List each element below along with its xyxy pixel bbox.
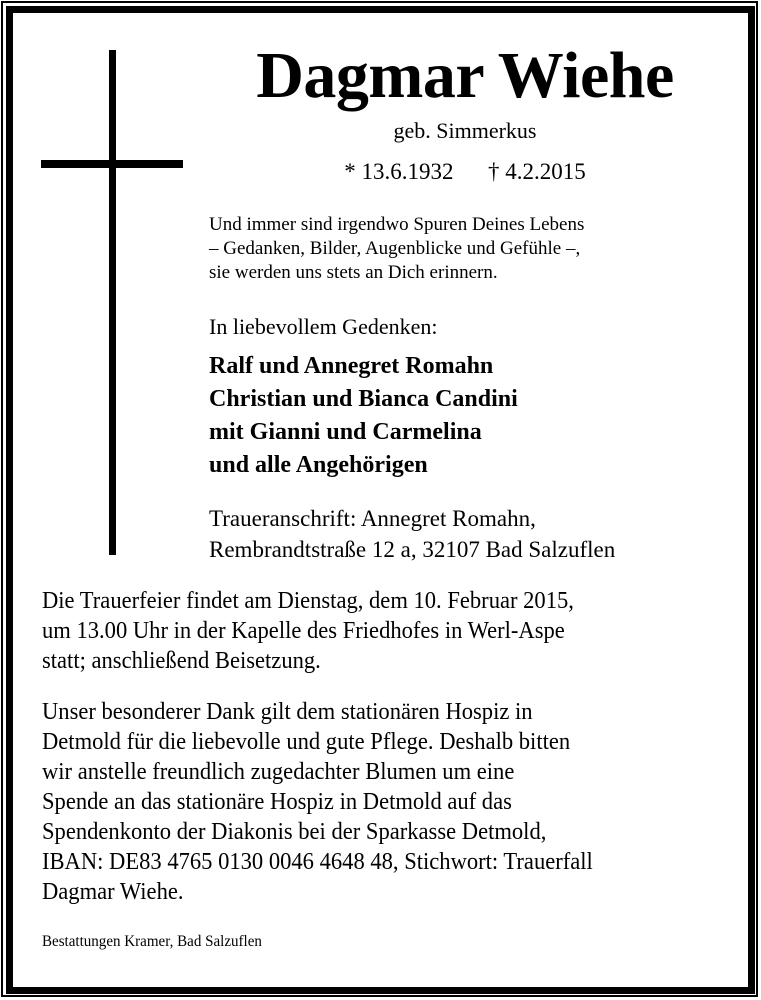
death-date: † 4.2.2015: [488, 159, 586, 184]
life-dates: [200, 157, 730, 187]
memorial-poem: [209, 213, 584, 285]
mourner-line: mit Gianni und Carmelina: [209, 419, 482, 445]
thanks-line: Unser besonderer Dank gilt dem stationären Hospiz in: [42, 699, 533, 725]
deceased-name: Dagmar Wiehe: [256, 39, 674, 112]
thanks-line: Dagmar Wiehe.: [42, 879, 184, 905]
address-line: Traueranschrift: Annegret Romahn,: [209, 506, 536, 531]
poem-line: Und immer sind irgendwo Spuren Deines Lebens: [209, 214, 585, 235]
mourning-address: [209, 503, 615, 565]
mourner-line: Ralf und Annegret Romahn: [209, 353, 494, 379]
mourners-list: [209, 350, 518, 482]
mourner-line: Christian und Bianca Candini: [209, 386, 518, 412]
thanks-line: Spendenkonto der Diakonis bei der Sparkasse Detmold,: [42, 819, 547, 845]
undertaker: Bestattungen Kramer, Bad Salzuflen: [42, 933, 262, 950]
ceremony-line: statt; anschließend Beisetzung.: [42, 648, 321, 674]
birth-date: * 13.6.1932: [344, 159, 454, 184]
thanks-line: IBAN: DE83 4765 0130 0046 4648 48, Stichwort: Trauerfall: [42, 849, 593, 875]
thanks-and-donation: [42, 697, 593, 907]
gedenken-label: In liebevollem Gedenken:: [209, 314, 438, 339]
mourner-line: und alle Angehörigen: [209, 452, 428, 478]
poem-line: sie werden uns stets an Dich erinnern.: [209, 262, 498, 283]
poem-line: – Gedanken, Bilder, Augenblicke und Gefühle –,: [209, 238, 581, 259]
thanks-line: Spende an das stationäre Hospiz in Detmold auf das: [42, 789, 512, 815]
address-line: Rembrandtstraße 12 a, 32107 Bad Salzuflen: [209, 537, 616, 562]
ceremony-line: Die Trauerfeier findet am Dienstag, dem 10. Februar 2015,: [42, 588, 574, 614]
born-name: geb. Simmerkus: [393, 118, 537, 143]
cross-vertical-bar: [109, 50, 116, 555]
ceremony-line: um 13.00 Uhr in der Kapelle des Friedhofes in Werl-Aspe: [42, 618, 565, 644]
thanks-line: wir anstelle freundlich zugedachter Blumen um eine: [42, 759, 515, 785]
cross-horizontal-bar: [41, 160, 183, 168]
ceremony-info: [42, 586, 574, 676]
thanks-line: Detmold für die liebevolle und gute Pflege. Deshalb bitten: [42, 729, 571, 755]
